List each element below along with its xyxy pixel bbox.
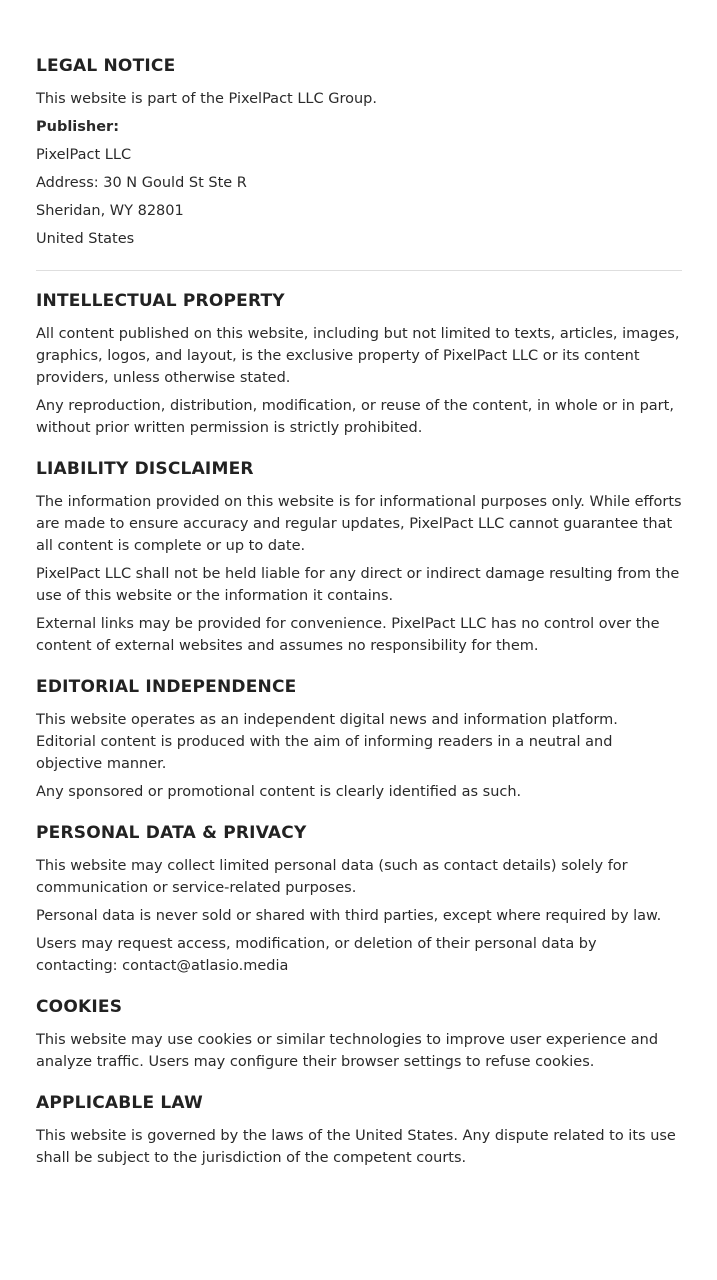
publisher-label: Publisher: bbox=[36, 119, 120, 135]
section-intellectual-property bbox=[36, 289, 682, 439]
publisher-city: Sheridan, WY 82801 bbox=[36, 203, 184, 219]
paragraph: Personal data is never sold or shared with third parties, except where required by law. bbox=[36, 908, 662, 924]
paragraph: This website may collect limited personal data (such as contact details) solely for communication or service-related purposes. bbox=[36, 858, 628, 896]
section-heading: LEGAL NOTICE bbox=[36, 56, 176, 76]
paragraph: Any sponsored or promotional content is clearly identified as such. bbox=[36, 784, 522, 800]
publisher-block bbox=[36, 116, 682, 250]
section-heading: LIABILITY DISCLAIMER bbox=[36, 459, 254, 479]
section-cookies bbox=[36, 995, 682, 1073]
legal-notice-section bbox=[36, 54, 682, 250]
publisher-name: PixelPact LLC bbox=[36, 147, 132, 163]
paragraph: This website operates as an independent digital news and information platform. Editorial content is produced with the aim of informing readers in a neutral and objective manner. bbox=[36, 712, 618, 772]
paragraph: The information provided on this website is for informational purposes only. While efforts are made to ensure accuracy and regular updates, PixelPact LLC cannot guarantee that all content is complete or up to date. bbox=[36, 494, 682, 554]
paragraph: This website is governed by the laws of the United States. Any dispute related to its use shall be subject to the jurisdiction of the competent courts. bbox=[36, 1128, 676, 1166]
section-applicable-law bbox=[36, 1091, 682, 1169]
section-heading: EDITORIAL INDEPENDENCE bbox=[36, 677, 297, 697]
section-heading: PERSONAL DATA & PRIVACY bbox=[36, 823, 307, 843]
section-liability-disclaimer bbox=[36, 457, 682, 657]
paragraph: This website may use cookies or similar technologies to improve user experience and analyze traffic. Users may configure their browser settings to refuse cookies. bbox=[36, 1032, 659, 1070]
publisher-address: Address: 30 N Gould St Ste R bbox=[36, 175, 247, 191]
section-personal-data-privacy bbox=[36, 821, 682, 977]
paragraph: PixelPact LLC shall not be held liable for any direct or indirect damage resulting from the use of this website or the information it contains. bbox=[36, 566, 680, 604]
paragraph: Any reproduction, distribution, modification, or reuse of the content, in whole or in part, without prior written permission is strictly prohibited. bbox=[36, 398, 674, 436]
publisher-country: United States bbox=[36, 231, 135, 247]
section-heading: COOKIES bbox=[36, 997, 123, 1017]
section-heading: APPLICABLE LAW bbox=[36, 1093, 203, 1113]
paragraph: External links may be provided for convenience. PixelPact LLC has no control over the content of external websites and assumes no responsibility for them. bbox=[36, 616, 660, 654]
section-editorial-independence bbox=[36, 675, 682, 803]
section-heading: INTELLECTUAL PROPERTY bbox=[36, 291, 285, 311]
intro-text: This website is part of the PixelPact LLC Group. bbox=[36, 91, 377, 107]
paragraph: Users may request access, modification, or deletion of their personal data by contacting: contact@atlasio.media bbox=[36, 936, 597, 974]
section-divider bbox=[36, 270, 682, 271]
paragraph: All content published on this website, including but not limited to texts, articles, images, graphics, logos, and layout, is the exclusive property of PixelPact LLC or its content providers, unless otherwise stated. bbox=[36, 326, 680, 386]
